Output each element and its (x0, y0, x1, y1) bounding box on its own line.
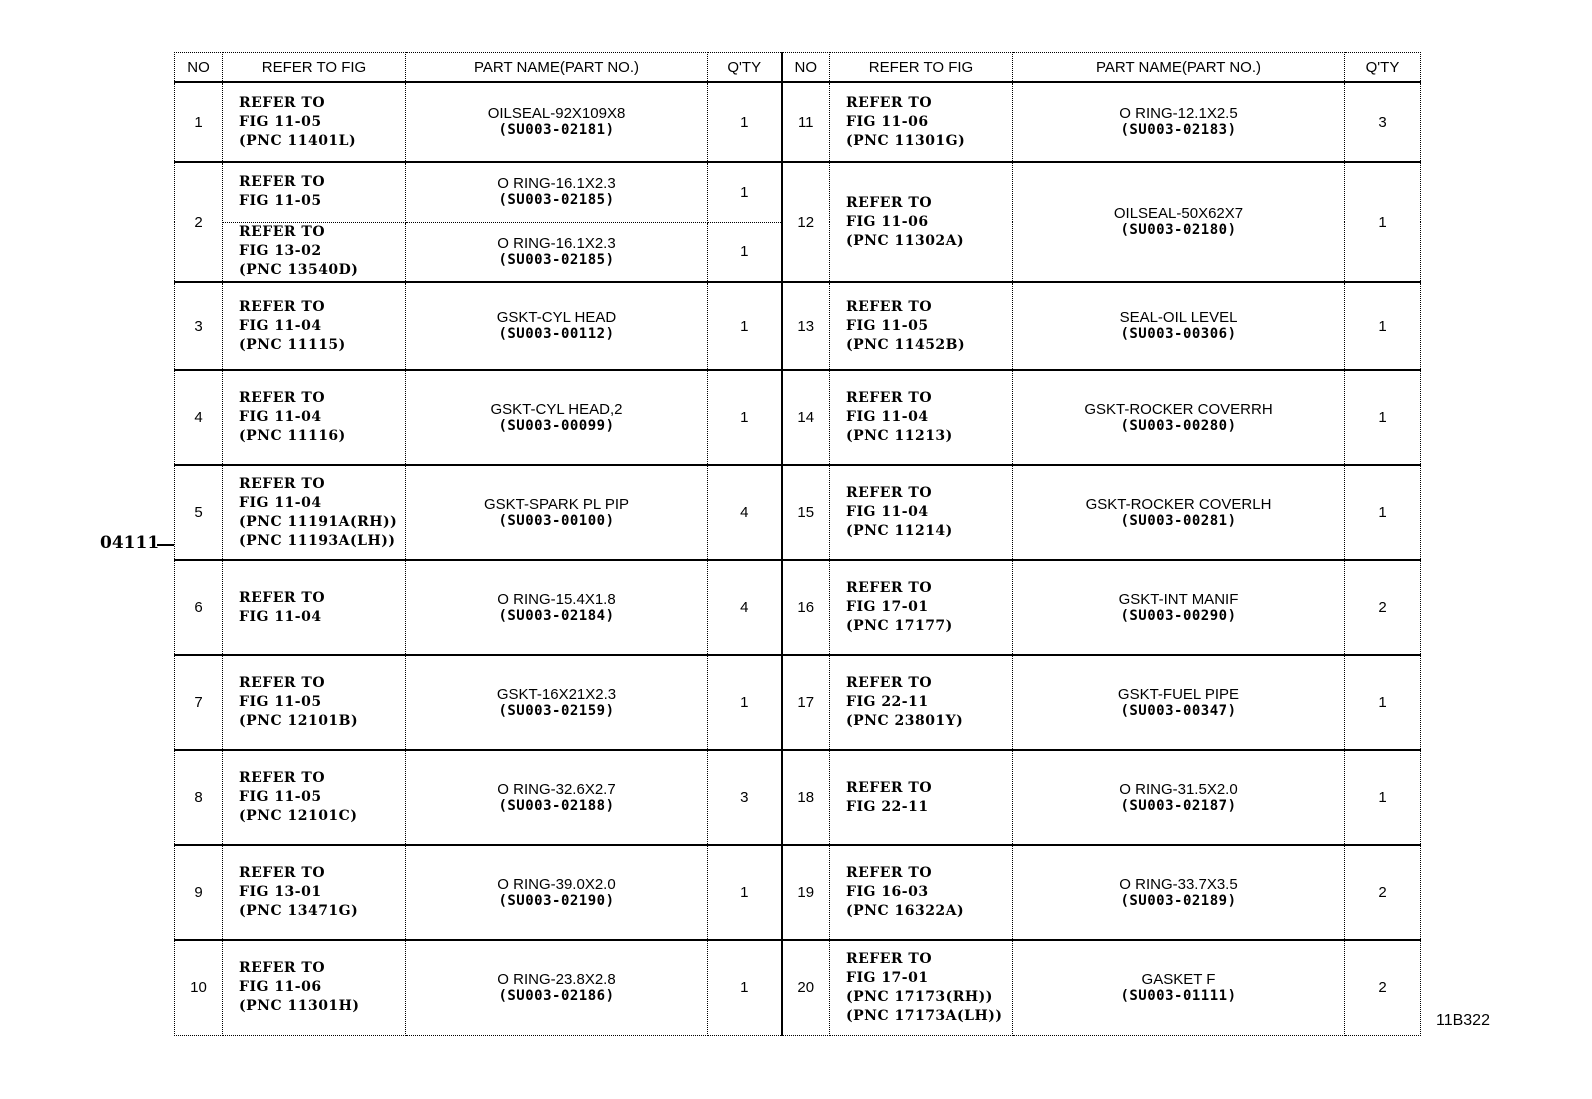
table-row (175, 655, 1421, 750)
refer-to-fig: REFER TO FIG 11-04 (PNC 11214) (830, 465, 1013, 560)
part-name-cell (406, 560, 708, 655)
refer-to-fig: REFER TO FIG 17-01 (PNC 17177) (830, 560, 1013, 655)
quantity: 1 (708, 162, 782, 222)
part-name: O RING-33.7X3.5 (1119, 875, 1238, 893)
part-name-cell (406, 940, 708, 1035)
table-row (175, 750, 1421, 845)
part-number: (SU003-02181) (498, 122, 615, 138)
item-number: 11 (782, 82, 830, 162)
quantity: 1 (708, 845, 782, 940)
part-name-cell (1013, 750, 1345, 845)
header-no-left: NO (175, 53, 223, 83)
part-number: (SU003-02187) (1120, 797, 1237, 814)
refer-to-fig: REFER TO FIG 22-11 (830, 750, 1013, 845)
item-number: 3 (175, 282, 223, 370)
part-number: (SU003-02159) (498, 702, 615, 719)
part-number: (SU003-00112) (498, 326, 615, 342)
part-name: GSKT-INT MANIF (1118, 590, 1239, 608)
part-name: GSKT-CYL HEAD (496, 309, 617, 326)
quantity: 4 (708, 465, 782, 560)
part-number: (SU003-02188) (498, 797, 615, 814)
part-name-cell (406, 845, 708, 940)
part-name: O RING-32.6X2.7 (497, 780, 616, 798)
part-name-cell (1013, 82, 1345, 162)
part-number: (SU003-00100) (498, 512, 615, 529)
refer-to-fig: REFER TO FIG 11-05 (PNC 12101C) (223, 750, 406, 845)
callout-leader-line (157, 544, 174, 546)
part-name: O RING-23.8X2.8 (497, 970, 616, 988)
part-name-cell (406, 750, 708, 845)
quantity: 1 (1345, 282, 1421, 370)
parts-table (174, 52, 1421, 1036)
part-number: (SU003-00099) (498, 417, 615, 434)
header-row (175, 53, 1421, 83)
part-number: (SU003-02185) (498, 192, 615, 209)
refer-to-fig: REFER TO FIG 11-04 (PNC 11213) (830, 370, 1013, 465)
part-name: O RING-16.1X2.3 (497, 234, 616, 252)
part-number: (SU003-02185) (498, 251, 615, 268)
part-name: OILSEAL-92X109X8 (487, 105, 626, 122)
assembly-callout-label: 04111 (100, 533, 160, 553)
item-number: 1 (175, 82, 223, 162)
part-number: (SU003-00280) (1120, 417, 1237, 434)
header-refer-left: REFER TO FIG (223, 53, 406, 83)
part-number: (SU003-00306) (1120, 326, 1237, 342)
part-name-cell (1013, 162, 1345, 282)
header-part-left: PART NAME(PART NO.) (406, 53, 708, 83)
item-number: 14 (782, 370, 830, 465)
refer-to-fig: REFER TO FIG 11-05 (223, 162, 406, 222)
quantity: 1 (708, 82, 782, 162)
table-row (175, 940, 1421, 1035)
header-qty-left: Q'TY (708, 53, 782, 83)
quantity: 1 (708, 370, 782, 465)
figure-code: 11B322 (1436, 1012, 1490, 1029)
part-number: (SU003-00290) (1120, 607, 1237, 624)
part-number: (SU003-02180) (1120, 222, 1237, 238)
part-number: (SU003-02190) (498, 892, 615, 909)
item-number: 7 (175, 655, 223, 750)
part-name: GASKET F (1141, 970, 1216, 988)
part-number: (SU003-02186) (498, 987, 615, 1004)
part-number: (SU003-02183) (1120, 122, 1237, 138)
table-row (175, 370, 1421, 465)
part-name: O RING-39.0X2.0 (497, 875, 616, 893)
part-name-cell (1013, 560, 1345, 655)
refer-to-fig: REFER TO FIG 11-05 (PNC 11401L) (223, 82, 406, 162)
part-name-cell (1013, 282, 1345, 370)
item-number: 6 (175, 560, 223, 655)
table-row (175, 845, 1421, 940)
table-row (175, 465, 1421, 560)
quantity: 2 (1345, 845, 1421, 940)
part-name-cell (1013, 465, 1345, 560)
refer-to-fig: REFER TO FIG 11-04 (223, 560, 406, 655)
item-number: 19 (782, 845, 830, 940)
part-name-cell (406, 222, 708, 282)
quantity: 4 (708, 560, 782, 655)
item-number: 17 (782, 655, 830, 750)
part-name-cell (1013, 845, 1345, 940)
header-refer-right: REFER TO FIG (830, 53, 1013, 83)
part-name: O RING-16.1X2.3 (497, 175, 616, 193)
quantity: 1 (1345, 370, 1421, 465)
part-number: (SU003-01111) (1120, 987, 1237, 1004)
part-name: GSKT-ROCKER COVERLH (1085, 495, 1272, 513)
part-name-cell (406, 370, 708, 465)
table-row (175, 560, 1421, 655)
refer-to-fig: REFER TO FIG 22-11 (PNC 23801Y) (830, 655, 1013, 750)
quantity: 1 (708, 282, 782, 370)
quantity: 2 (1345, 560, 1421, 655)
quantity: 3 (708, 750, 782, 845)
refer-to-fig: REFER TO FIG 11-04 (PNC 11116) (223, 370, 406, 465)
refer-to-fig: REFER TO FIG 11-04 (PNC 11115) (223, 282, 406, 370)
refer-to-fig: REFER TO FIG 11-05 (PNC 12101B) (223, 655, 406, 750)
part-number: (SU003-02184) (498, 607, 615, 624)
refer-to-fig: REFER TO FIG 11-06 (PNC 11302A) (830, 162, 1013, 282)
part-name: O RING-31.5X2.0 (1119, 780, 1238, 798)
part-name: GSKT-16X21X2.3 (496, 685, 617, 703)
quantity: 1 (708, 222, 782, 282)
refer-to-fig: REFER TO FIG 16-03 (PNC 16322A) (830, 845, 1013, 940)
part-name-cell (406, 162, 708, 222)
item-number: 20 (782, 940, 830, 1035)
part-name: GSKT-FUEL PIPE (1117, 685, 1240, 703)
quantity: 2 (1345, 940, 1421, 1035)
quantity: 1 (1345, 750, 1421, 845)
refer-to-fig: REFER TO FIG 11-05 (PNC 11452B) (830, 282, 1013, 370)
quantity: 1 (1345, 465, 1421, 560)
header-no-right: NO (782, 53, 830, 83)
item-number: 12 (782, 162, 830, 282)
refer-to-fig: REFER TO FIG 13-01 (PNC 13471G) (223, 845, 406, 940)
part-name-cell (1013, 940, 1345, 1035)
part-name: O RING-15.4X1.8 (497, 590, 616, 608)
item-number: 8 (175, 750, 223, 845)
part-name: GSKT-ROCKER COVERRH (1084, 400, 1273, 418)
refer-to-fig: REFER TO FIG 13-02 (PNC 13540D) (223, 222, 406, 282)
part-name-cell (1013, 370, 1345, 465)
part-number: (SU003-00347) (1120, 702, 1237, 719)
item-number: 13 (782, 282, 830, 370)
part-name-cell (406, 282, 708, 370)
part-name-cell (406, 82, 708, 162)
refer-to-fig: REFER TO FIG 11-06 (PNC 11301G) (830, 82, 1013, 162)
part-name: GSKT-SPARK PL PIP (483, 495, 630, 513)
item-number: 5 (175, 465, 223, 560)
refer-to-fig: REFER TO FIG 11-04 (PNC 11191A(RH)) (PNC 11193A(LH)) (223, 465, 406, 560)
refer-to-fig: REFER TO FIG 17-01 (PNC 17173(RH)) (PNC 17173A(LH)) (830, 940, 1013, 1035)
part-name-cell (406, 465, 708, 560)
item-number: 15 (782, 465, 830, 560)
part-number: (SU003-00281) (1120, 512, 1237, 529)
part-name: OILSEAL-50X62X7 (1113, 205, 1244, 222)
quantity: 1 (1345, 655, 1421, 750)
header-part-right: PART NAME(PART NO.) (1013, 53, 1345, 83)
header-qty-right: Q'TY (1345, 53, 1421, 83)
refer-to-fig: REFER TO FIG 11-06 (PNC 11301H) (223, 940, 406, 1035)
item-number: 9 (175, 845, 223, 940)
table-row (175, 82, 1421, 162)
quantity: 1 (1345, 162, 1421, 282)
quantity: 3 (1345, 82, 1421, 162)
item-number: 2 (175, 162, 223, 282)
item-number: 18 (782, 750, 830, 845)
part-name-cell (406, 655, 708, 750)
table-row (175, 162, 1421, 222)
part-name-cell (1013, 655, 1345, 750)
part-name: SEAL-OIL LEVEL (1119, 309, 1238, 326)
part-number: (SU003-02189) (1120, 892, 1237, 909)
parts-body (175, 82, 1421, 1035)
quantity: 1 (708, 655, 782, 750)
item-number: 16 (782, 560, 830, 655)
table-row (175, 282, 1421, 370)
part-name: GSKT-CYL HEAD,2 (490, 400, 623, 418)
part-name: O RING-12.1X2.5 (1119, 105, 1238, 122)
item-number: 10 (175, 940, 223, 1035)
item-number: 4 (175, 370, 223, 465)
quantity: 1 (708, 940, 782, 1035)
parts-list-sheet (174, 52, 1420, 1030)
